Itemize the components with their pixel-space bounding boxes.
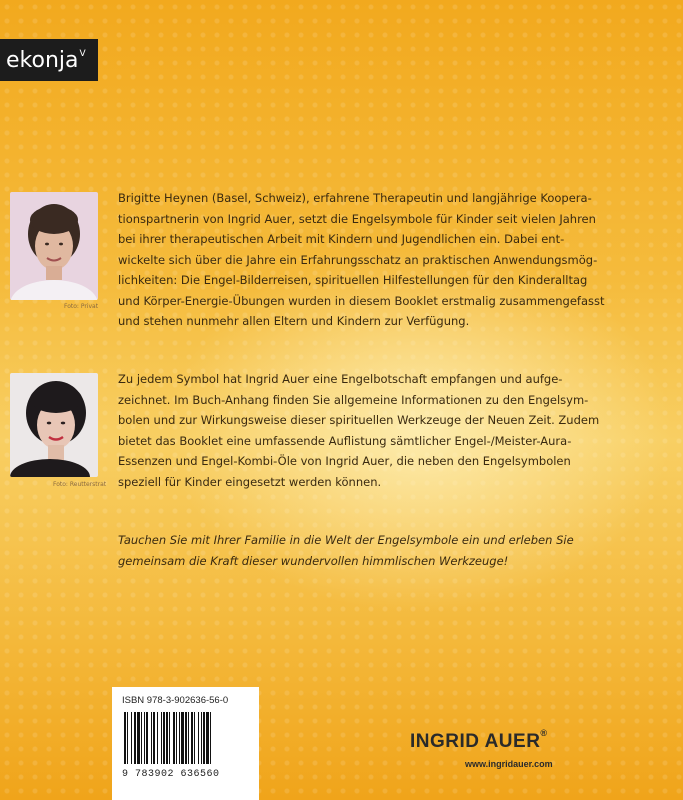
author-brand <box>410 727 548 753</box>
isbn-label: ISBN 978-3-902636-56-0 <box>122 695 229 706</box>
registered-mark: ® <box>540 727 548 738</box>
portrait-brigitte-heynen <box>10 192 98 300</box>
barcode <box>122 712 249 764</box>
publisher-logo-text: ekonja <box>6 47 79 73</box>
author-bio-text: Brigitte Heynen (Basel, Schweiz), erfahrene Therapeutin und langjährige Koopera- tionspartnerin von Ingrid Auer, setzt die Engelsymbole für Kinder seit vielen Jahren bei ihrer therapeutischen Arbeit mit Kindern und Jugendlichen ein. Dabei ent- wickelte sich über die Jahre ein Erfahrungsschatz an praktischen Anwendungsmög- lichkeiten: Die Engel-Bilderreisen, spirituellen Hilfestellungen für den Kinderalltag und Körper-Energie-Übungen wurden in diesem Booklet erstmalig zusammengefasst und stehen nunmehr allen Eltern und Kindern zur Verfügung. <box>118 191 605 328</box>
isbn-barcode-box <box>112 687 259 800</box>
barcode-digits: 9 783902 636560 <box>122 769 220 780</box>
portrait-ingrid-auer-image <box>10 373 98 477</box>
portrait-ingrid-auer <box>10 373 98 477</box>
publisher-logo-mark: V <box>79 49 86 59</box>
photo-credit-auer: Foto: Reutterstrat <box>53 481 107 488</box>
photo-credit-heynen: Foto: Privat <box>64 303 99 310</box>
publisher-logo <box>0 39 98 81</box>
portrait-brigitte-heynen-image <box>10 192 98 300</box>
book-content-text: Zu jedem Symbol hat Ingrid Auer eine Engelbotschaft empfangen und aufge- zeichnet. Im Buch-Anhang finden Sie allgemeine Informationen zu den Engelsym- bolen und zur Wirkungsweise dieser spirituellen Werkzeuge der Neuen Zeit. Zudem bietet das Booklet eine umfassende Auflistung sämtlicher Engel-/Meister-Aura- Essenzen und Engel-Kombi-Öle von Ingrid Auer, die neben den Engelsymbolen speziell für Kinder eingesetzt werden können. <box>118 372 600 489</box>
website-url[interactable]: www.ingridauer.com <box>465 759 553 769</box>
brand-name: INGRID AUER <box>410 731 541 752</box>
invitation-text: Tauchen Sie mit Ihrer Familie in die Welt der Engelsymbole ein und erleben Sie gemeinsam die Kraft dieser wundervollen himmlischen Werkzeuge! <box>118 533 574 568</box>
